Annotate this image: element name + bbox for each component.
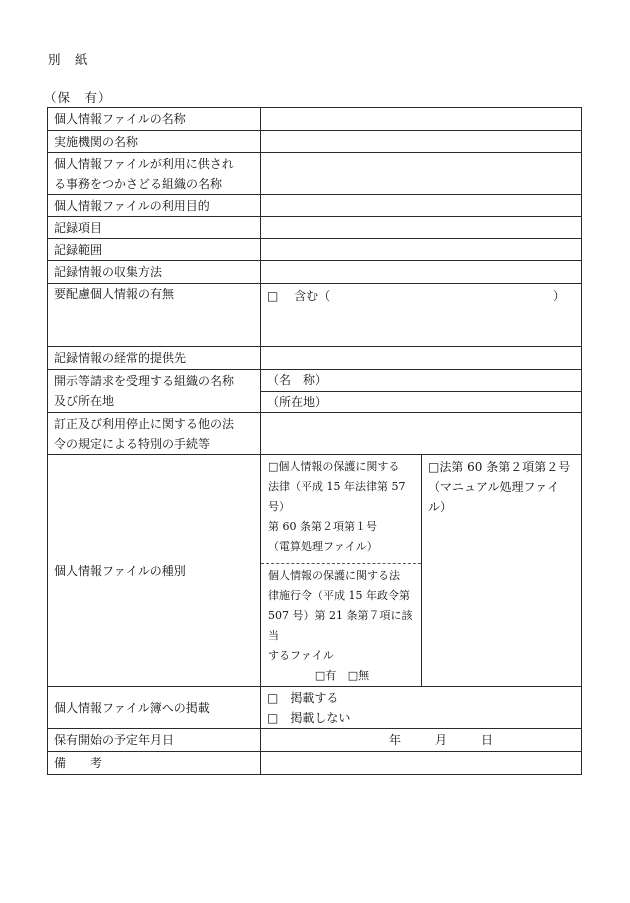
label-recipients: 記録情報の経常的提供先 xyxy=(48,347,261,370)
field-special-procedure[interactable] xyxy=(261,413,582,455)
label-special-procedure xyxy=(48,413,261,455)
computer-line4: （電算処理ファイル） xyxy=(268,540,378,553)
row-collection-method xyxy=(48,261,582,284)
label-organization-line1: 個人情報ファイルが利用に供され xyxy=(54,156,234,171)
date-month-label: 月 xyxy=(434,733,447,747)
label-ledger: 個人情報ファイル簿への掲載 xyxy=(48,687,261,729)
row-remarks xyxy=(48,752,582,775)
row-start-date xyxy=(48,729,582,752)
disclosure-name-field[interactable]: （名 称） xyxy=(267,373,328,387)
row-agency-name xyxy=(48,131,582,153)
row-ledger xyxy=(48,687,582,729)
field-sensitive-info xyxy=(261,284,582,347)
date-year-label: 年 xyxy=(388,733,401,747)
label-remarks: 備 考 xyxy=(48,752,261,775)
decree-line2: 律施行令（平成 15 年政令第 xyxy=(268,589,410,602)
sensitive-checkbox[interactable]: □ xyxy=(267,289,279,303)
field-remarks[interactable] xyxy=(261,752,582,775)
option-computer-processing[interactable] xyxy=(261,455,421,563)
row-special-procedure xyxy=(48,413,582,455)
row-file-name xyxy=(48,108,582,131)
appendix-label: 別 紙 xyxy=(48,52,89,67)
row-recipients xyxy=(48,347,582,370)
label-disclosure-org-line2: 及び所在地 xyxy=(54,394,115,408)
ledger-option-not-publish[interactable]: □ 掲載しない xyxy=(267,710,351,725)
field-agency-name[interactable] xyxy=(261,131,582,153)
field-organization[interactable] xyxy=(261,153,582,195)
field-record-items[interactable] xyxy=(261,217,582,239)
has-checkbox[interactable]: □有 xyxy=(314,669,337,682)
label-special-procedure-line2: 令の規定による特別の手続等 xyxy=(54,436,211,451)
field-recipients[interactable] xyxy=(261,347,582,370)
row-sensitive-info xyxy=(48,284,582,347)
label-agency-name: 実施機関の名称 xyxy=(48,131,261,153)
field-file-type xyxy=(261,455,582,687)
label-start-date: 保有開始の予定年月日 xyxy=(48,729,261,752)
date-day-label: 日 xyxy=(481,733,494,747)
field-collection-method[interactable] xyxy=(261,261,582,284)
decree-line1: 個人情報の保護に関する法 xyxy=(268,569,400,582)
label-organization xyxy=(48,153,261,195)
label-disclosure-org-line1: 開示等請求を受理する組織の名称 xyxy=(54,374,235,388)
disclosure-address-field[interactable]: （所在地） xyxy=(261,391,581,412)
row-disclosure-org xyxy=(48,370,582,413)
label-organization-line2: る事務をつかさどる組織の名称 xyxy=(54,176,223,191)
field-purpose[interactable] xyxy=(261,195,582,217)
field-record-scope[interactable] xyxy=(261,239,582,261)
ledger-option-publish[interactable]: □ 掲載する xyxy=(267,690,339,705)
label-collection-method: 記録情報の収集方法 xyxy=(48,261,261,284)
file-type-options xyxy=(261,455,581,686)
manual-line1: □法第 60 条第２項第２号 xyxy=(428,460,571,474)
row-record-items xyxy=(48,217,582,239)
row-file-type xyxy=(48,455,582,687)
field-start-date[interactable] xyxy=(261,729,582,752)
field-disclosure-org xyxy=(261,370,582,413)
label-purpose: 個人情報ファイルの利用目的 xyxy=(48,195,261,217)
row-purpose xyxy=(48,195,582,217)
label-file-type: 個人情報ファイルの種別 xyxy=(48,455,261,687)
decree-line4: するファイル xyxy=(268,649,334,662)
label-special-procedure-line1: 訂正及び利用停止に関する他の法 xyxy=(54,416,235,431)
none-checkbox[interactable]: □無 xyxy=(347,669,370,682)
manual-line2: （マニュアル処理ファイル） xyxy=(428,480,560,514)
form-heading: （保 有） xyxy=(44,90,112,105)
computer-line2: 法律（平成 15 年法律第 57 号） xyxy=(268,480,406,513)
row-organization xyxy=(48,153,582,195)
row-record-scope xyxy=(48,239,582,261)
label-file-name: 個人情報ファイルの名称 xyxy=(48,108,261,131)
option-manual-processing[interactable] xyxy=(422,455,582,686)
file-type-computer xyxy=(261,455,422,686)
retention-form-table xyxy=(47,107,582,775)
label-record-scope: 記録範囲 xyxy=(48,239,261,261)
decree-line3: 507 号）第 21 条第７項に該当 xyxy=(268,609,413,642)
label-sensitive-info: 要配慮個人情報の有無 xyxy=(48,284,261,347)
label-record-items: 記録項目 xyxy=(48,217,261,239)
computer-line3: 第 60 条第２項第１号 xyxy=(268,520,377,533)
sensitive-close-paren: ） xyxy=(552,289,565,303)
decree-file-section xyxy=(261,563,421,686)
field-ledger xyxy=(261,687,582,729)
sensitive-option-label: 含む（ xyxy=(294,289,331,303)
label-disclosure-org xyxy=(48,370,261,413)
has-none-options xyxy=(268,666,416,686)
computer-line1: □個人情報の保護に関する xyxy=(268,460,400,473)
field-file-name[interactable] xyxy=(261,108,582,131)
